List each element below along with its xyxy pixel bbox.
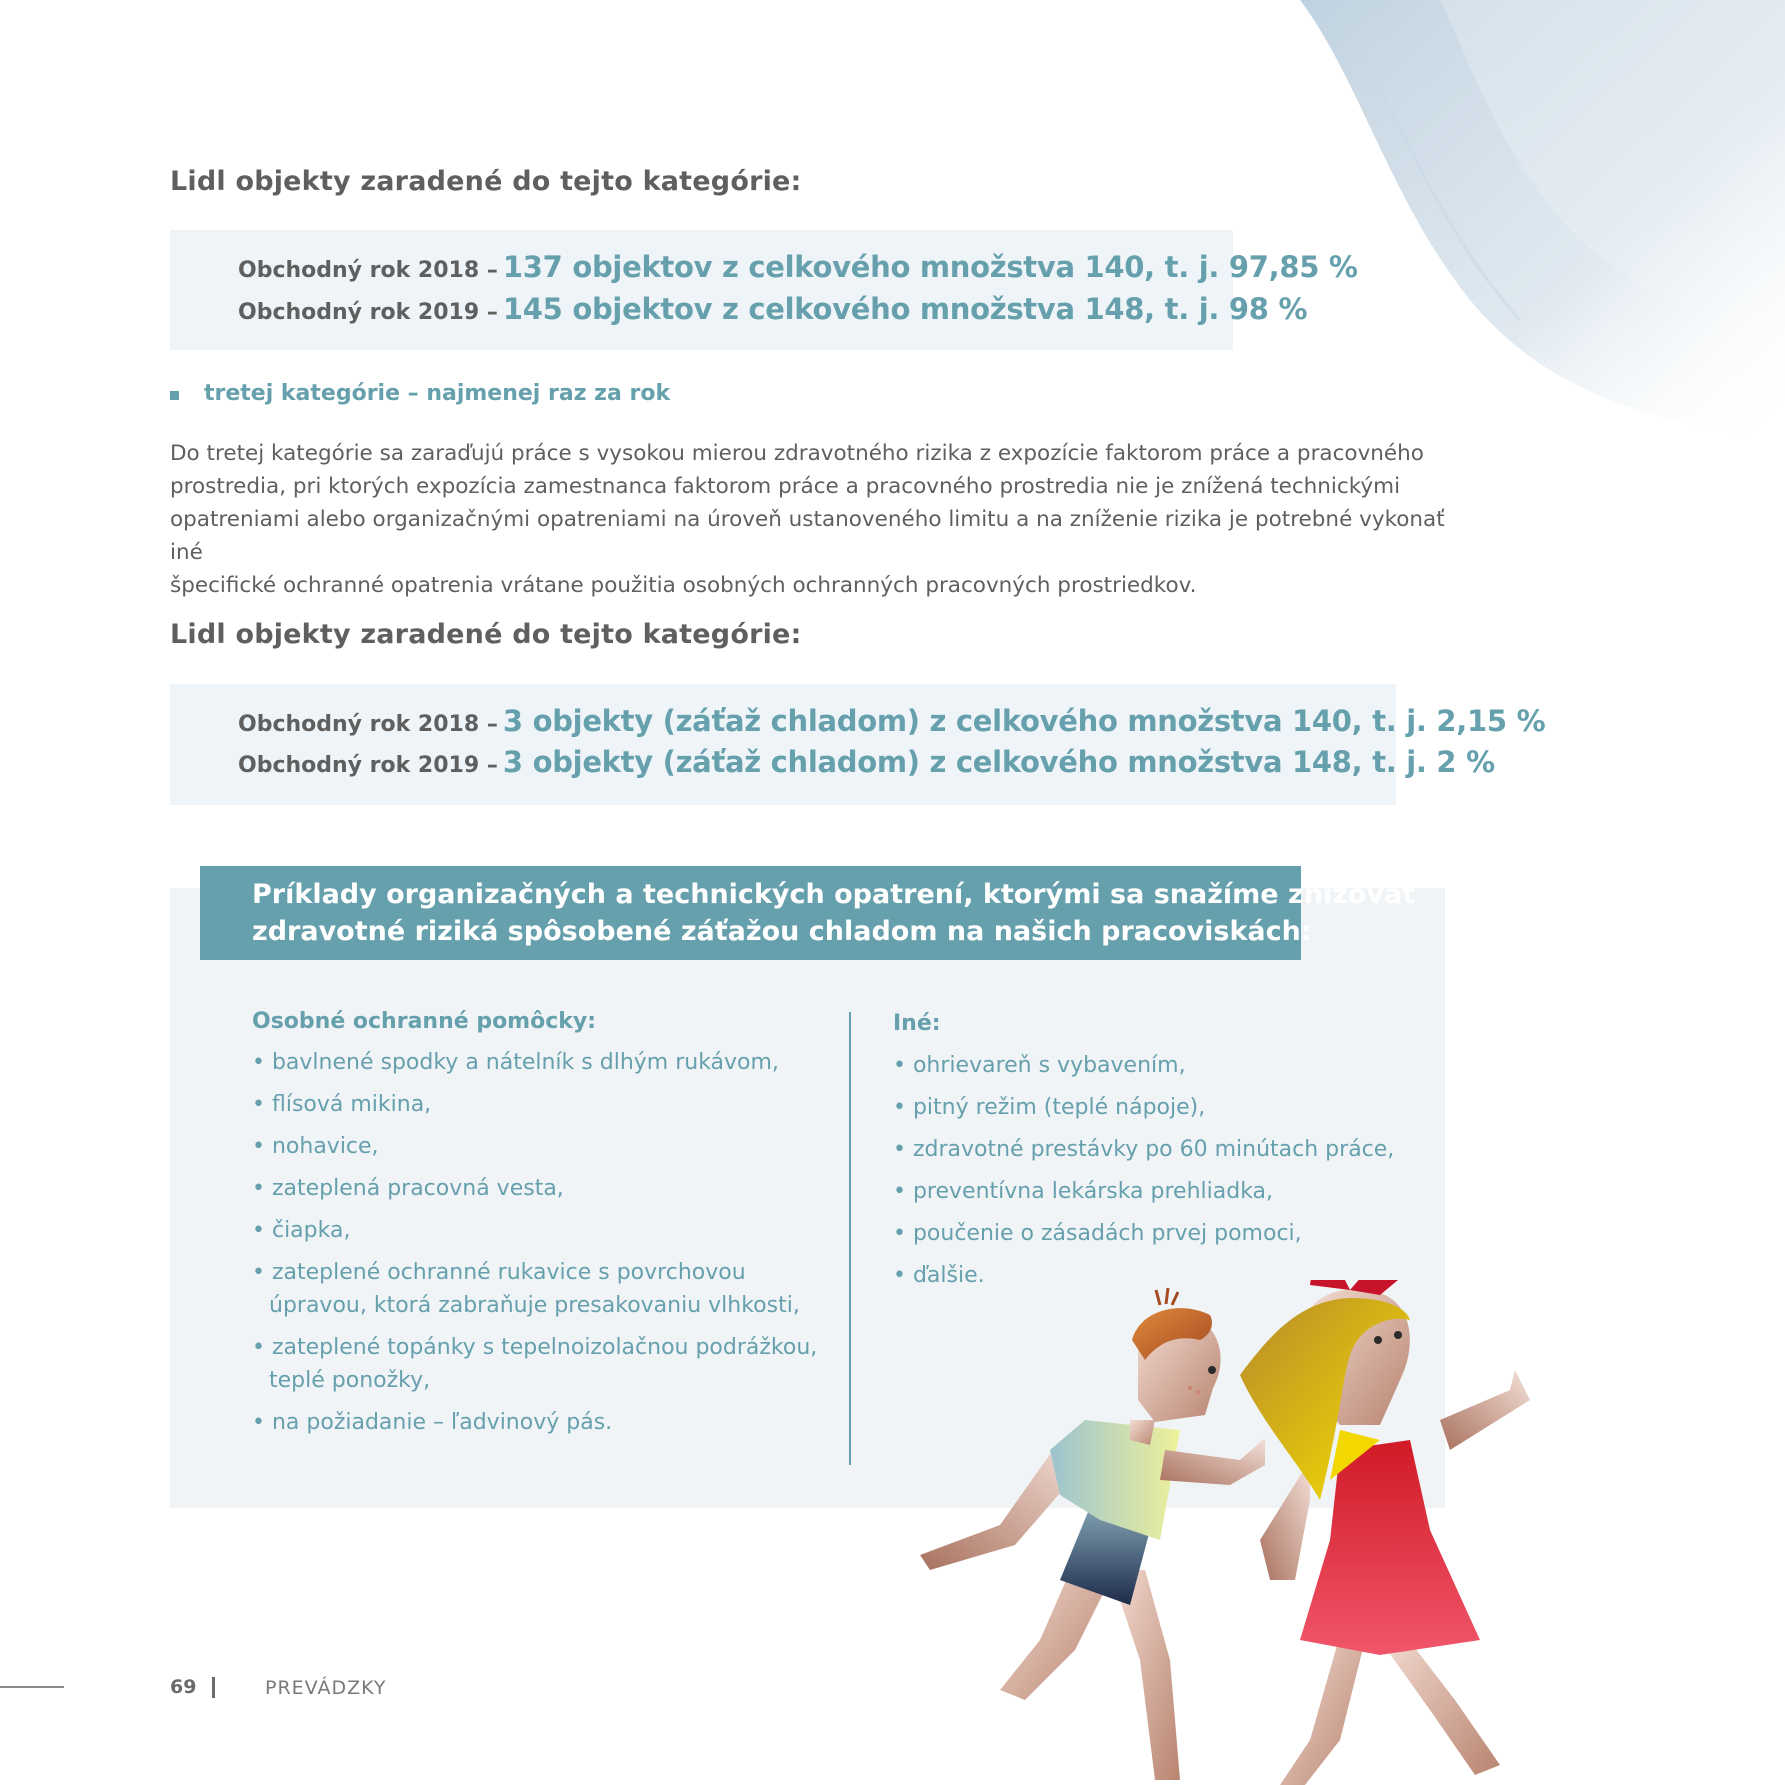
category-bullet: tretej kategórie – najmenej raz za rok xyxy=(204,381,671,406)
stat-box-2 xyxy=(170,684,1546,805)
list-item: • ďalšie. xyxy=(893,1263,985,1288)
list-item: • na požiadanie – ľadvinový pás. xyxy=(252,1410,613,1435)
list-item: • pitný režim (teplé nápoje), xyxy=(893,1095,1206,1120)
stat-box-1 xyxy=(170,230,1358,350)
stat-line xyxy=(238,250,1358,284)
list-item: • poučenie o zásadách prvej pomoci, xyxy=(893,1221,1302,1246)
stat-prefix: Obchodný rok 2018 – xyxy=(238,258,498,283)
list-item: • nohavice, xyxy=(252,1134,379,1159)
section-heading-2: Lidl objekty zaradené do tejto kategórie: xyxy=(170,619,802,650)
right-column-heading: Iné: xyxy=(893,1011,941,1036)
stat-value: 145 objektov z celkového množstva 148, t. j. 98 % xyxy=(502,292,1308,326)
list-item: • bavlnené spodky a nátelník s dlhým rukávom, xyxy=(252,1050,779,1075)
paragraph-line: prostredia, pri ktorých expozícia zamestnanca faktorom práce a pracovného prostredia nie je znížená technickými xyxy=(170,474,1401,499)
footer-rule xyxy=(0,1686,64,1688)
list-item-line: úpravou, ktorá zabraňuje presakovaniu vlhkosti, xyxy=(269,1293,800,1318)
boy-figure xyxy=(920,1288,1265,1780)
footer-separator xyxy=(212,1677,215,1698)
list-item xyxy=(252,1331,817,1397)
paragraph-line: opatreniami alebo organizačnými opatreniami na úroveň ustanoveného limitu a na zníženie rizika je potrebné vykonať iné xyxy=(170,507,1445,565)
stat-value: 3 objekty (záťaž chladom) z celkového množstva 148, t. j. 2 % xyxy=(502,745,1495,779)
category-description xyxy=(170,437,1460,602)
stat-line xyxy=(238,292,1307,326)
paragraph-line: Do tretej kategórie sa zaraďujú práce s vysokou mierou zdravotného rizika z expozície faktorom práce a pracovného xyxy=(170,441,1424,466)
right-column-list xyxy=(893,1049,1394,1292)
list-item-line: • zateplené topánky s tepelnoizolačnou podrážkou, xyxy=(252,1335,818,1360)
stat-value: 137 objektov z celkového množstva 140, t. j. 97,85 % xyxy=(502,250,1358,284)
list-item: • flísová mikina, xyxy=(252,1092,432,1117)
stat-prefix: Obchodný rok 2019 – xyxy=(238,300,498,325)
decorative-wave xyxy=(1270,0,1785,460)
running-children-illustration xyxy=(910,1280,1610,1785)
list-item: • zdravotné prestávky po 60 minútach práce, xyxy=(893,1137,1395,1162)
left-column-heading: Osobné ochranné pomôcky: xyxy=(252,1009,597,1034)
footer-section-title: PREVÁDZKY xyxy=(265,1677,387,1699)
examples-title-line: zdravotné riziká spôsobené záťažou chladom na našich pracoviskách: xyxy=(252,916,1312,947)
stat-prefix: Obchodný rok 2019 – xyxy=(238,753,498,778)
section-heading-1: Lidl objekty zaradené do tejto kategórie: xyxy=(170,166,802,197)
stat-value: 3 objekty (záťaž chladom) z celkového množstva 140, t. j. 2,15 % xyxy=(502,704,1546,738)
left-column-list xyxy=(252,1046,817,1439)
list-item xyxy=(252,1256,817,1322)
list-item-line: teplé ponožky, xyxy=(269,1368,431,1393)
paragraph-line: špecifické ochranné opatrenia vrátane použitia osobných ochranných pracovných prostriedkov. xyxy=(170,573,1197,598)
girl-figure xyxy=(1240,1280,1530,1785)
column-divider xyxy=(849,1012,851,1465)
list-item-line: • zateplené ochranné rukavice s povrchovou xyxy=(252,1260,746,1285)
page-number: 69 xyxy=(170,1676,197,1698)
examples-title-line: Príklady organizačných a technických opatrení, ktorými sa snažíme znižovať xyxy=(252,879,1416,910)
bullet-square-icon xyxy=(170,391,179,400)
stat-line xyxy=(238,704,1545,738)
list-item: • preventívna lekárska prehliadka, xyxy=(893,1179,1274,1204)
stat-prefix: Obchodný rok 2018 – xyxy=(238,712,498,737)
list-item: • čiapka, xyxy=(252,1218,351,1243)
examples-title-banner xyxy=(200,866,1416,960)
list-item: • ohrievareň s vybavením, xyxy=(893,1053,1186,1078)
stat-line xyxy=(238,745,1495,779)
list-item: • zateplená pracovná vesta, xyxy=(252,1176,564,1201)
